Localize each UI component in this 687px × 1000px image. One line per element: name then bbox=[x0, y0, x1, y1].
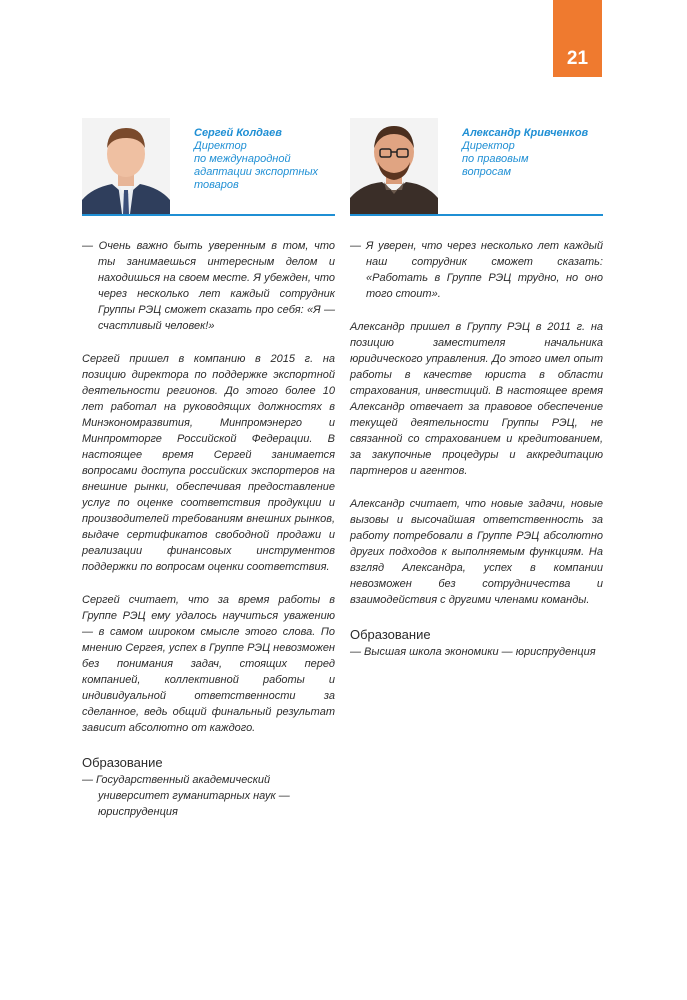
person-role-line: Директор bbox=[462, 140, 515, 152]
profile-column-left bbox=[82, 118, 335, 820]
person-header bbox=[82, 118, 335, 216]
person-role-line: по международной bbox=[194, 153, 291, 165]
person-caption bbox=[194, 127, 335, 192]
education-item: — Высшая школа экономики — юриспруденция bbox=[350, 646, 596, 658]
person-header bbox=[350, 118, 603, 216]
header-divider bbox=[82, 214, 335, 216]
person-role-line: товаров bbox=[194, 179, 239, 191]
person-role-line: вопросам bbox=[462, 166, 512, 178]
education-heading: Образование bbox=[350, 627, 431, 642]
person-role-line: Директор bbox=[194, 140, 247, 152]
person-caption bbox=[462, 127, 603, 179]
page-number-tab bbox=[553, 0, 602, 77]
person-role-line: адаптации экспортных bbox=[194, 166, 319, 178]
bio-paragraph: Александр считает, что новые задачи, новые вызовы и высочайшая ответственность за работу потребовали в Группе РЭЦ абсолютно других подходов к выполняемым функциям. На взгляд Александра, успех в компании невозможен без сотрудничества и взаимодействия с другими членами команды. bbox=[350, 498, 603, 606]
header-divider bbox=[350, 214, 603, 216]
profile-column-right bbox=[350, 118, 603, 660]
education-item: — Государственный академический университет гуманитарных наук — юриспруденция bbox=[82, 774, 290, 818]
bio-paragraph: Сергей пришел в компанию в 2015 г. на позицию директора по поддержке экспортной деятельности регионов. До этого более 10 лет работал на руководящих должностях в Минэкономразвития, Минпромэнерго и Минпромторге Российской Федерации. В настоящее время Сергей занимается вопросами доступа российских экспортеров на внешние рынки, обеспечивая предоставление услуг по оценке соответствия продукции и производителей требованиям внешних рынков, выдаче сертификатов свободной продажи и реализации финансовых инструментов поддержки по вопросам оценки соответствия. bbox=[82, 353, 335, 573]
page-number: 21 bbox=[566, 48, 589, 69]
quote-text: — Очень важно быть уверенным в том, что ты занимаешься интересным делом и находишься на своем месте. Я убежден, что через несколько лет каждый сотрудник Группы РЭЦ сможет сказать про себя: «Я — счастливый человек!» bbox=[82, 240, 335, 332]
portrait-photo bbox=[82, 118, 170, 214]
education-heading: Образование bbox=[82, 755, 163, 770]
portrait-photo bbox=[350, 118, 438, 214]
person-name: Александр Кривченков bbox=[462, 127, 589, 139]
bio-paragraph: Сергей считает, что за время работы в Группе РЭЦ ему удалось научиться уважению — в самом широком смысле этого слова. По мнению Сергея, успех в Группе РЭЦ невозможен без понимания задач, стоящих перед компанией, коллективной работы и индивидуальной ответственности за сделанное, ведь общий финальный результат зависит абсолютно от каждого. bbox=[82, 594, 335, 734]
person-name: Сергей Колдаев bbox=[194, 127, 282, 139]
bio-paragraph: Александр пришел в Группу РЭЦ в 2011 г. на позицию заместителя начальника юридического управления. До этого имел опыт работы в качестве юриста в области страхования, инвестиций. В настоящее время Александр отвечает за правовое обеспечение текущей деятельности Группы РЭЦ, не связанной со страхованием и кредитованием, за закупочные процедуры и аккредитацию партнеров и агентов. bbox=[350, 321, 603, 477]
person-role-line: по правовым bbox=[462, 153, 529, 165]
quote-text: — Я уверен, что через несколько лет каждый наш сотрудник сможет сказать: «Работать в Группе РЭЦ трудно, но оно того стоит». bbox=[350, 240, 603, 300]
